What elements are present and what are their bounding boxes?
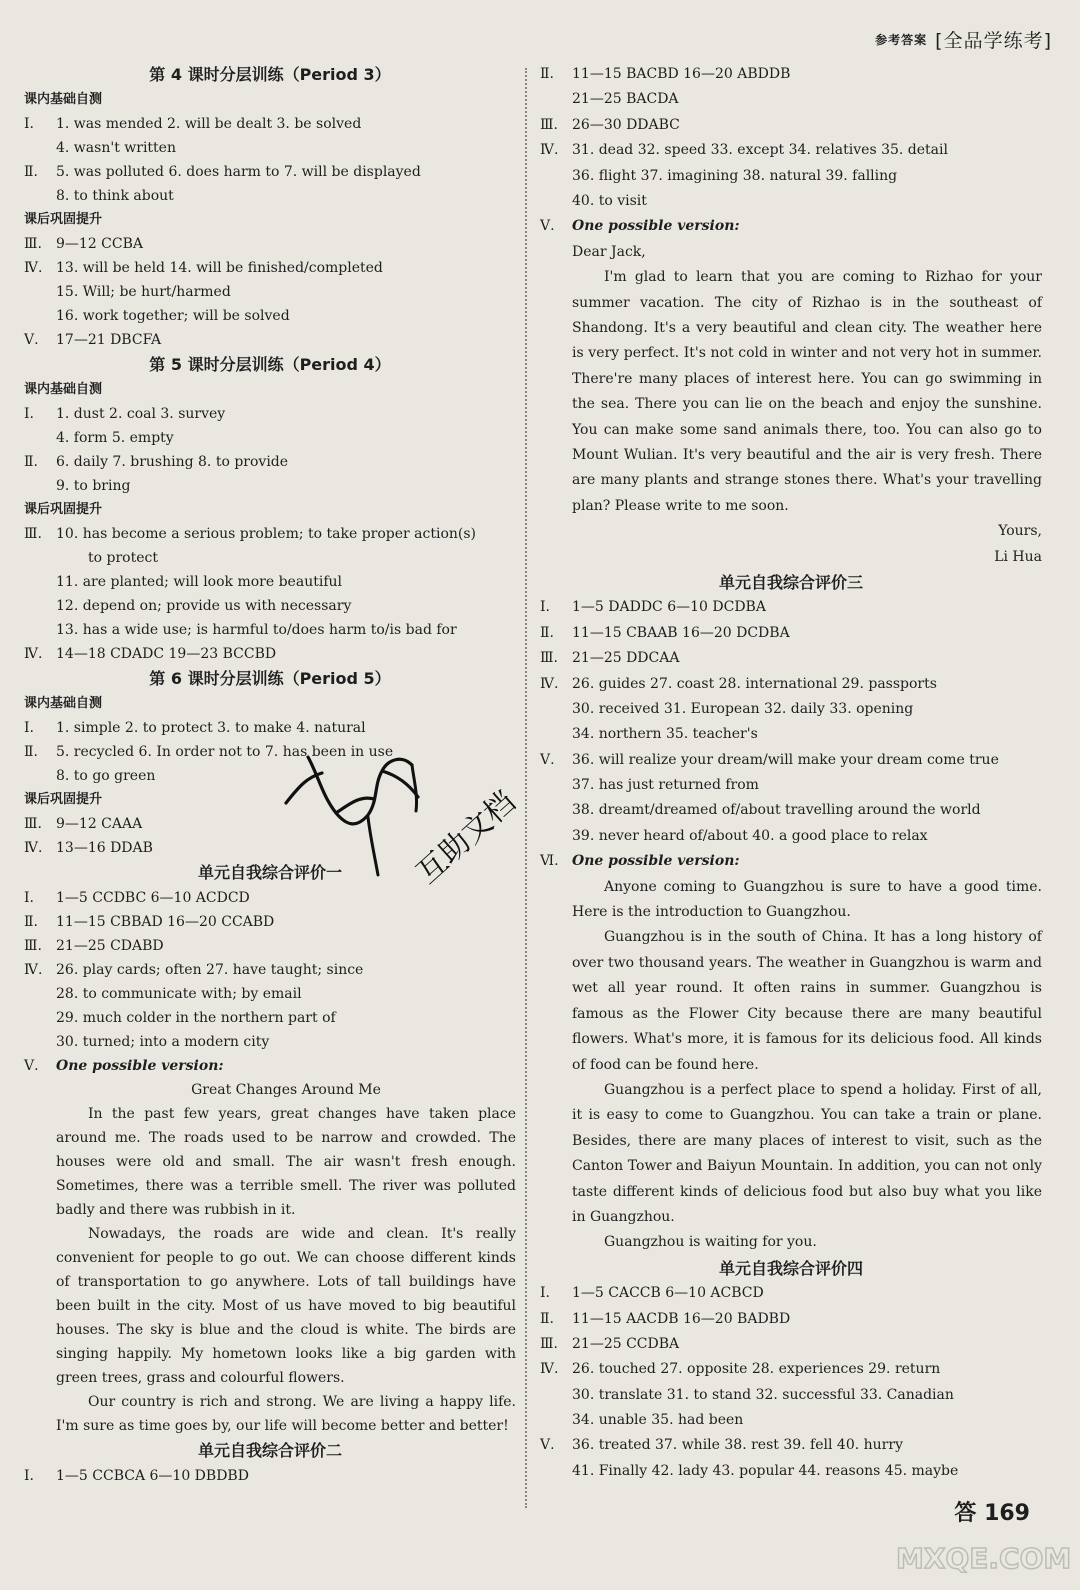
answer-line: Ⅱ. 11—15 CBAAB 16—20 DCDBA bbox=[540, 624, 790, 641]
answer-line: Ⅰ. 1. simple 2. to protect 3. to make 4. natural bbox=[24, 720, 366, 736]
answer-line: Ⅱ. 6. daily 7. brushing 8. to provide bbox=[24, 454, 289, 470]
answer-line: Ⅳ. 26. play cards; often 27. have taught; since bbox=[24, 962, 364, 978]
answer-line: Ⅳ. 26. guides 27. coast 28. international 29. passports bbox=[540, 675, 937, 692]
section-title: 第 6 课时分层训练（Period 5） bbox=[149, 669, 391, 688]
answer-line: 4. form 5. empty bbox=[56, 430, 174, 446]
letter-signature: Li Hua bbox=[994, 548, 1042, 565]
answer-line: Ⅳ. 14—18 CDADC 19—23 BCCBD bbox=[24, 646, 277, 662]
answer-line: Ⅲ. 21—25 CCDBA bbox=[540, 1335, 680, 1352]
answer-line: 9. to bring bbox=[56, 478, 131, 494]
subheading: 课后巩固提升 bbox=[24, 212, 103, 227]
subheading: 课内基础自测 bbox=[24, 92, 103, 107]
section-title: 第 5 课时分层训练（Period 4） bbox=[149, 355, 391, 374]
answer-line: Ⅴ. One possible version: bbox=[540, 218, 740, 235]
essay-paragraph: Guangzhou is a perfect place to spend a holiday. First of all, it is easy to come to Guangzhou. You can take a train or plane. Besides, there are many places of interest to visit, such as the Canton Tower and Baiyun Mountain. In addition, you can not only taste different kinds of delicious food but also buy what you like in Guangzhou. bbox=[572, 1081, 1042, 1225]
answer-line: 15. Will; be hurt/harmed bbox=[56, 284, 231, 300]
answer-line: Ⅳ. 26. touched 27. opposite 28. experiences 29. return bbox=[540, 1361, 941, 1378]
answer-line: Ⅱ. 11—15 CBBAD 16—20 CCABD bbox=[24, 914, 275, 930]
answer-line: Ⅳ. 13—16 DDAB bbox=[24, 840, 153, 856]
essay-paragraph: Nowadays, the roads are wide and clean. It's really convenient for people to go out. We can choose different kinds of transportation to go anywhere. Lots of tall buildings have been built in the city. Most of us have moved to big beautiful houses. The sky is blue and the cloud is white. The birds are singing happily. My hometown looks like a big garden with green trees, grass and colourful flowers. bbox=[56, 1226, 516, 1386]
answer-line: Ⅰ. 1—5 CACCB 6—10 ACBCD bbox=[540, 1285, 764, 1302]
answer-line: Ⅲ. 26—30 DDABC bbox=[540, 116, 680, 133]
answer-line: Ⅴ. 36. will realize your dream/will make your dream come true bbox=[540, 751, 999, 768]
handwritten-stamp-icon bbox=[278, 735, 523, 910]
answer-line: Ⅲ. 10. has become a serious problem; to take proper action(s) bbox=[24, 526, 477, 542]
subheading: 课后巩固提升 bbox=[24, 502, 103, 517]
page-header bbox=[875, 26, 1052, 53]
section-title: 单元自我综合评价四 bbox=[718, 1258, 863, 1278]
answer-line: Ⅴ. 36. treated 37. while 38. rest 39. fell 40. hurry bbox=[540, 1437, 903, 1454]
header-ref-label: 参考答案 bbox=[875, 33, 928, 47]
answer-line: Ⅳ. 31. dead 32. speed 33. except 34. relatives 35. detail bbox=[540, 142, 948, 159]
answer-line: Ⅱ. 11—15 BACBD 16—20 ABDDB bbox=[540, 66, 791, 82]
watermark-logo-icon bbox=[892, 1498, 1072, 1578]
answer-line: Ⅰ. 1—5 CCBCA 6—10 DBDBD bbox=[24, 1468, 249, 1484]
answer-line: 11. are planted; will look more beautiful bbox=[56, 574, 342, 590]
essay-paragraph: Guangzhou is in the south of China. It has a long history of over two thousand years. The weather in Guangzhou is warm and wet all year round. It often rains in summer. Guangzhou is famous as the Flower City because there are many beautiful flowers. What's more, it is famous for its delicious food. All kinds of food can be found here. bbox=[572, 929, 1042, 1073]
answer-line: 29. much colder in the northern part of bbox=[56, 1010, 336, 1026]
answer-line: to protect bbox=[88, 550, 158, 566]
section-title: 单元自我综合评价一 bbox=[197, 863, 342, 882]
essay-paragraph: Anyone coming to Guangzhou is sure to have a good time. Here is the introduction to Guangzhou. bbox=[572, 878, 1042, 921]
answer-line: 13. has a wide use; is harmful to/does harm to/is bad for bbox=[56, 622, 457, 638]
letter-greeting: Dear Jack, bbox=[572, 243, 646, 260]
answer-line: 37. has just returned from bbox=[572, 777, 759, 794]
answer-line: 8. to go green bbox=[56, 768, 156, 784]
answer-line: 12. depend on; provide us with necessary bbox=[56, 598, 352, 614]
section-title: 单元自我综合评价二 bbox=[197, 1441, 342, 1460]
section-title: 第 4 课时分层训练（Period 3） bbox=[149, 65, 391, 84]
answer-line: Ⅲ. 9—12 CAAA bbox=[24, 816, 143, 832]
answer-line: Ⅱ. 5. recycled 6. In order not to 7. has been in use bbox=[24, 744, 394, 760]
essay-paragraph: In the past few years, great changes have taken place around me. The roads used to be narrow and crowded. The houses were old and small. The air wasn't fresh enough. Sometimes, there was a terrible smell. The river was polluted badly and there was rubbish in it. bbox=[56, 1106, 516, 1218]
header-brand: [全品学练考] bbox=[935, 30, 1052, 52]
answer-line: Ⅳ. 13. will be held 14. will be finished/completed bbox=[24, 260, 383, 276]
answer-line: 30. received 31. European 32. daily 33. opening bbox=[572, 700, 914, 717]
answer-line: 36. flight 37. imagining 38. natural 39. falling bbox=[572, 167, 898, 184]
answer-line: 34. northern 35. teacher's bbox=[572, 726, 758, 743]
letter-body: I'm glad to learn that you are coming to Rizhao for your summer vacation. The city of Rizhao is in the southeast of Shandong. It's a very beautiful and clean city. The weather here is very perfect. It's not cold in winter and not very hot in summer. There're many places of interest here. You can go swimming in the sea. There you can lie on the beach and enjoy the sunshine. You can make some sand animals there, too. You can also go to Mount Wulian. It's very beautiful and the air is very fresh. There are many plants and strange stones there. What's your travelling plan? Please write to me soon. bbox=[572, 269, 1042, 514]
answer-line: 4. wasn't written bbox=[56, 140, 176, 156]
answer-line: 40. to visit bbox=[572, 192, 647, 209]
answer-line: 34. unable 35. had been bbox=[572, 1412, 744, 1429]
answer-line: Ⅵ. One possible version: bbox=[540, 853, 740, 870]
answer-line: 39. never heard of/about 40. a good place to relax bbox=[572, 827, 928, 844]
answer-line: Ⅴ. One possible version: bbox=[24, 1058, 224, 1074]
answer-line: 38. dreamt/dreamed of/about travelling around the world bbox=[572, 802, 981, 819]
answer-line: 41. Finally 42. lady 43. popular 44. reasons 45. maybe bbox=[572, 1462, 959, 1479]
answer-line: Ⅰ. 1—5 CCDBC 6—10 ACDCD bbox=[24, 890, 250, 906]
answer-line: Ⅲ. 9—12 CCBA bbox=[24, 236, 143, 252]
letter-closing: Yours, bbox=[998, 523, 1042, 540]
right-column bbox=[540, 62, 1042, 1484]
answer-line: Ⅲ. 21—25 DDCAA bbox=[540, 650, 680, 667]
section-title: 单元自我综合评价三 bbox=[718, 572, 863, 592]
column-divider bbox=[525, 68, 527, 1508]
essay-paragraph: Our country is rich and strong. We are living a happy life. I'm sure as time goes by, our life will become better and better! bbox=[56, 1394, 516, 1434]
essay-paragraph: Guangzhou is waiting for you. bbox=[604, 1234, 817, 1251]
answer-line: 30. translate 31. to stand 32. successful 33. Canadian bbox=[572, 1386, 954, 1403]
page-number: 答 169 bbox=[954, 1501, 1030, 1526]
answer-line: Ⅴ. 17—21 DBCFA bbox=[24, 332, 162, 348]
essay-title: Great Changes Around Me bbox=[191, 1082, 381, 1098]
svg-text:互助文档: 互助文档 bbox=[409, 784, 523, 891]
answer-line: Ⅰ. 1. dust 2. coal 3. survey bbox=[24, 406, 226, 422]
answer-line: 16. work together; will be solved bbox=[56, 308, 290, 324]
answer-line: 8. to think about bbox=[56, 188, 174, 204]
answer-line: 28. to communicate with; by email bbox=[56, 986, 302, 1002]
answer-line: Ⅰ. 1—5 DADDC 6—10 DCDBA bbox=[540, 599, 766, 616]
answer-line: Ⅰ. 1. was mended 2. will be dealt 3. be solved bbox=[24, 116, 362, 132]
answer-line: Ⅲ. 21—25 CDABD bbox=[24, 938, 164, 954]
subheading: 课后巩固提升 bbox=[24, 792, 103, 807]
answer-line: 30. turned; into a modern city bbox=[56, 1034, 270, 1050]
subheading: 课内基础自测 bbox=[24, 696, 103, 711]
answer-line: Ⅱ. 11—15 AACDB 16—20 BADBD bbox=[540, 1310, 791, 1327]
answer-line: Ⅱ. 5. was polluted 6. does harm to 7. will be displayed bbox=[24, 164, 421, 180]
answer-line: 21—25 BACDA bbox=[572, 91, 679, 108]
svg-text:MXQE.COM: MXQE.COM bbox=[896, 1542, 1072, 1575]
subheading: 课内基础自测 bbox=[24, 382, 103, 397]
